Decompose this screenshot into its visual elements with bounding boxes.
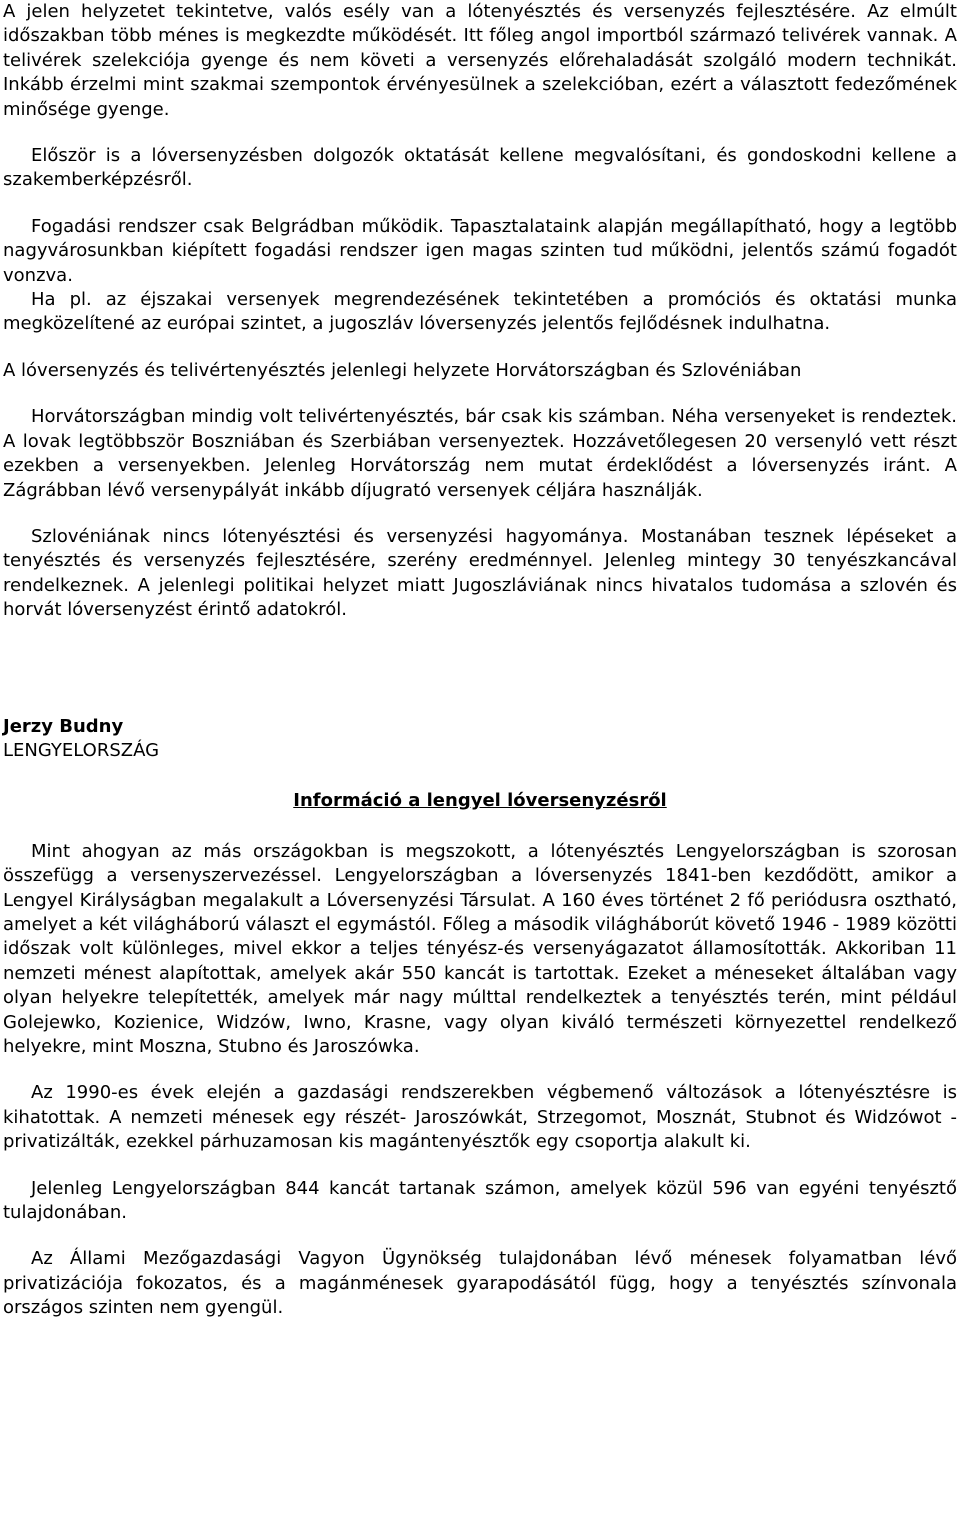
spacer	[3, 763, 957, 789]
spacer	[3, 193, 957, 215]
paragraph-state-agency: Az Állami Mezőgazdasági Vagyon Ügynökség tulajdonában lévő ménesek folyamatban lévő privatizációja fokozatos, és a magánménesek gyarapodásától függ, hogy a tenyésztés színvonala országos szinten nem gyengül.	[3, 1248, 957, 1319]
paragraph-betting: Fogadási rendszer csak Belgrádban működik. Tapasztalataink alapján megállapítható, hogy a legtöbb nagyvárosunkban kiépített fogadási rendszer igen magas szinten tud működni, jelentős számú fogadót vonzva.	[3, 215, 957, 286]
paragraph-privatization: Az 1990-es évek elején a gazdasági rendszerekben végbemenő változások a lótenyésztésre is kihatottak. A nemzeti ménesek egy részét- Jaroszówkát, Strzegomot, Mosznát, Stubnot és Widzówot - privatizálták, ezekkel párhuzamosan kis magántenyésztők egy csoportja alakult ki.	[3, 1082, 957, 1153]
paragraph-education: Először is a lóversenyzésben dolgozók oktatását kellene megvalósítani, és gondoskodni kellene a szakemberképzésről.	[3, 145, 957, 191]
article-title: Információ a lengyel lóversenyzésről	[293, 790, 667, 812]
paragraph-night-races: Ha pl. az éjszakai versenyek megrendezésének tekintetében a promóciós és oktatási munka megközelítené az európai szintet, a jugoszláv lóversenyzés jelentős fejlődésnek indulhatna.	[3, 289, 957, 335]
spacer	[3, 814, 957, 840]
paragraph-slovenia: Szlovéniának nincs lótenyésztési és versenyzési hagyománya. Mostanában tesznek lépéseket a tenyésztés és versenyzés fejlesztésére, szerény eredménnyel. Jelenleg mintegy 30 tenyészkancával rendelkeznek. A jelenlegi politikai helyzet miatt Jugoszláviának nincs hivatalos tudomása a szlovén és horvát lóversenyzést érintő adatokról.	[3, 525, 957, 621]
author-country: LENGYELORSZÁG	[3, 739, 160, 761]
spacer	[3, 1225, 957, 1247]
spacer	[3, 1155, 957, 1177]
paragraph-croatia: Horvátországban mindig volt telivértenyésztés, bár csak kis számban. Néha versenyeket is rendeztek. A lovak legtöbbször Boszniában és Szerbiában versenyeztek. Hozzávetőlegesen 20 versenyló vett részt ezekben a versenyekben. Jelenleg Horvátország nem mutat érdeklődést a lóversenyzés iránt. A Zágrábban lévő versenypályát inkább díjugrató versenyek céljára használják.	[3, 406, 957, 501]
section-heading-croatia-slovenia: A lóversenyzés és telivértenyésztés jelenlegi helyzete Horvátországban és Szlovéniában	[3, 359, 802, 381]
paragraph-poland-history: Mint ahogyan az más országokban is megszokott, a lótenyésztés Lengyelországban is szorosan összefügg a versenyszervezéssel. Lengyelországban a lóversenyzés 1841-ben kezdődött, amikor a Lengyel Királyságban megalakult a Lóversenyzési Társulat. A 160 éves történet 2 fő periódusra osztható, amelyet a két világháború választ el egymástól. Főleg a második világháborút követő 1946 - 1989 közötti időszak volt különleges, mivel ekkor a teljes tényész-és versenyágazatot államosították. Akkoriban 11 nemzeti ménest alapítottak, amelyek akár 550 kancát is tartottak. Ezeket a méneseket általában vagy olyan helyekre telepítették, amelyek már nagy múlttal rendelkeztek a tenyésztés terén, mint például Golejewko, Kozienice, Widzów, Iwno, Krasne, vagy olyan kiváló természeti környezettel rendelkező helyekre, mint Moszna, Stubno és Jaroszówka.	[3, 840, 957, 1057]
spacer	[3, 623, 957, 715]
spacer	[3, 122, 957, 144]
spacer	[3, 1059, 957, 1081]
spacer	[3, 383, 957, 405]
author-name: Jerzy Budny	[3, 715, 124, 737]
paragraph-mares-count: Jelenleg Lengyelországban 844 kancát tartanak számon, amelyek közül 596 van egyéni tenyésztő tulajdonában.	[3, 1177, 957, 1224]
paragraph-intro: A jelen helyzetet tekintetve, valós esély van a lótenyésztés és versenyzés fejlesztésére. Az elmúlt időszakban több ménes is megkezdte működését. Itt főleg angol importból származó telivérek vannak. A telivérek szelekciója gyenge és nem követi a versenyzés előrehaladását szolgáló modern technikát. Inkább érzelmi mint szakmai szempontok érvényesülnek a szelekcióban, ezért a választott fedezőmének minősége gyenge.	[3, 1, 957, 120]
spacer	[3, 337, 957, 359]
spacer	[3, 503, 957, 525]
